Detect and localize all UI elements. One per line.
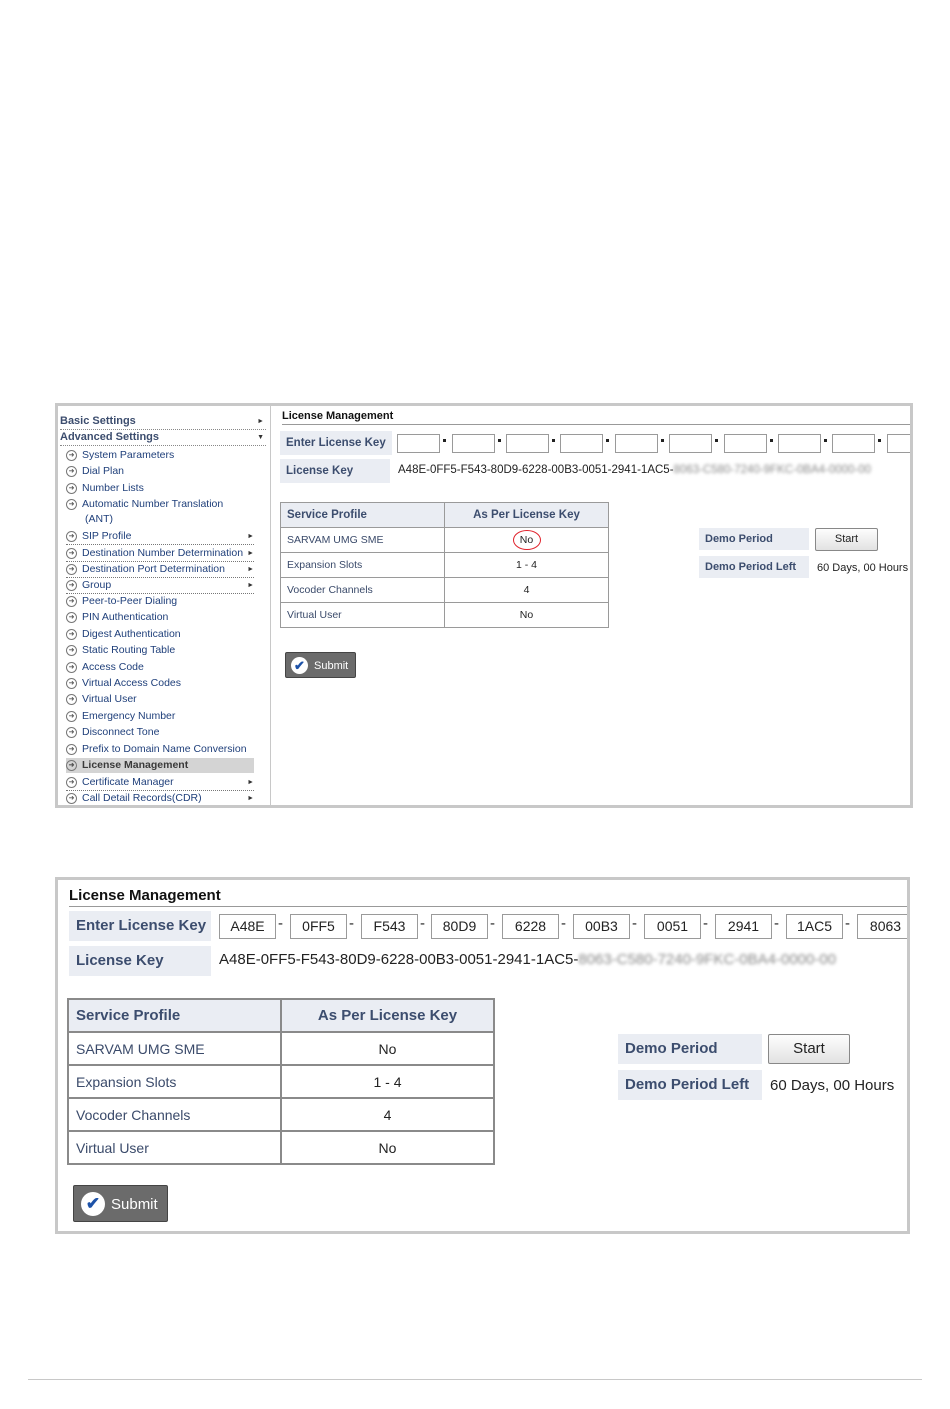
sidebar-item-peer-to-peer-dialing[interactable] <box>66 594 254 609</box>
sidebar-item-label: Certificate Manager <box>82 776 174 788</box>
table-cell: 4 <box>445 578 609 603</box>
sidebar-item-label: Disconnect Tone <box>82 726 160 738</box>
demo-period-label: Demo Period <box>699 528 809 550</box>
table-cell: Virtual User <box>68 1131 281 1164</box>
arrow-circle-icon: ➜ <box>66 564 77 575</box>
sidebar-item-label: Call Detail Records(CDR) <box>82 792 202 804</box>
chevron-right-icon: ► <box>247 779 254 786</box>
sidebar-item-label: Virtual User <box>82 693 137 705</box>
license-key-segment-4[interactable]: 80D9 <box>431 914 488 939</box>
arrow-circle-icon: ➜ <box>66 548 77 559</box>
separator <box>661 439 664 442</box>
screenshot-zoomed-view <box>55 877 910 1234</box>
sidebar-item-prefix-to-domain-name-conversion[interactable] <box>66 742 254 757</box>
arrow-circle-icon: ➜ <box>66 760 77 771</box>
submit-button[interactable] <box>73 1185 168 1222</box>
license-key-blurred-part: 8063-C580-7240-9FKC-0BA4-0000-00 <box>578 951 837 968</box>
license-key-value <box>219 951 836 968</box>
license-key-segment-3[interactable] <box>506 434 549 453</box>
separator <box>606 439 609 442</box>
demo-period-left-value: 60 Days, 00 Hours <box>817 562 909 574</box>
license-key-segment-4[interactable] <box>560 434 603 453</box>
arrow-circle-icon: ➜ <box>66 531 77 542</box>
license-key-segment-5[interactable]: 6228 <box>502 914 559 939</box>
table-row <box>68 1065 494 1098</box>
arrow-circle-icon: ➜ <box>66 694 77 705</box>
enter-license-key-label: Enter License Key <box>280 431 392 455</box>
arrow-circle-icon: ➜ <box>66 580 77 591</box>
separator <box>443 439 446 442</box>
separator: - <box>703 915 708 932</box>
separator: - <box>632 915 637 932</box>
arrow-circle-icon: ➜ <box>66 662 77 673</box>
basic-settings-label: Basic Settings <box>60 415 136 427</box>
sidebar-item-label: License Management <box>82 759 189 771</box>
sidebar-item-label: Destination Port Determination <box>82 563 225 575</box>
enter-license-key-label: Enter License Key <box>69 911 211 941</box>
sidebar-item-dial-plan[interactable] <box>66 464 254 479</box>
license-key-segment-10[interactable] <box>887 434 913 453</box>
sidebar-basic-settings[interactable] <box>60 414 266 430</box>
separator: - <box>278 915 283 932</box>
license-key-segment-2[interactable]: 0FF5 <box>290 914 347 939</box>
arrow-circle-icon: ➜ <box>66 466 77 477</box>
sidebar-item-label: Destination Number Determination <box>82 547 244 559</box>
sidebar-item-certificate-manager[interactable] <box>66 775 254 791</box>
arrow-circle-icon: ➜ <box>66 678 77 689</box>
chevron-right-icon: ► <box>247 582 254 589</box>
table-row <box>68 1032 494 1065</box>
sidebar-item-destination-port-determination[interactable] <box>66 562 254 578</box>
license-key-segment-6[interactable] <box>669 434 712 453</box>
demo-period-left-value: 60 Days, 00 Hours <box>770 1077 895 1094</box>
table-cell: 4 <box>281 1098 494 1131</box>
table-row <box>68 1098 494 1131</box>
sidebar-item-system-parameters[interactable] <box>66 448 254 463</box>
license-key-segment-2[interactable] <box>452 434 495 453</box>
checkmark-icon: ✔ <box>291 657 308 674</box>
page-title: License Management <box>282 410 913 425</box>
sidebar-item-label: Peer-to-Peer Dialing <box>82 595 178 607</box>
license-key-value <box>398 464 871 476</box>
page-title: License Management <box>69 887 910 907</box>
separator <box>770 439 773 442</box>
sidebar-item-label: System Parameters <box>82 449 175 461</box>
start-button[interactable]: Start <box>768 1034 850 1064</box>
arrow-circle-icon: ➜ <box>66 744 77 755</box>
table-header-cell: As Per License Key <box>445 503 609 528</box>
footer-divider <box>28 1379 922 1380</box>
license-key-segment-3[interactable]: F543 <box>361 914 418 939</box>
table-cell: No <box>445 603 609 628</box>
sidebar-item-disconnect-tone[interactable] <box>66 725 254 740</box>
sidebar-item-virtual-access-codes[interactable] <box>66 676 254 691</box>
sidebar-item-label: Prefix to Domain Name Conversion <box>82 743 247 755</box>
table-header-cell: Service Profile <box>68 999 281 1032</box>
submit-label: Submit <box>314 660 349 672</box>
table-cell <box>445 528 609 553</box>
sidebar-item-ant-continuation: (ANT) <box>85 513 113 525</box>
arrow-circle-icon: ➜ <box>66 793 77 804</box>
arrow-circle-icon: ➜ <box>66 629 77 640</box>
sidebar-item-virtual-user[interactable] <box>66 692 254 707</box>
table-header-cell: As Per License Key <box>281 999 494 1032</box>
sidebar-item-cdr[interactable] <box>66 791 254 807</box>
arrow-circle-icon: ➜ <box>66 777 77 788</box>
separator: - <box>561 915 566 932</box>
table-cell: Expansion Slots <box>281 553 445 578</box>
license-key-blurred-part: 8063-C580-7240-9FKC-0BA4-0000-00 <box>673 464 872 476</box>
sidebar-item-group[interactable] <box>66 578 254 594</box>
table-cell: 1 - 4 <box>445 553 609 578</box>
table-cell: No <box>281 1131 494 1164</box>
chevron-right-icon: ► <box>247 795 254 802</box>
chevron-right-icon: ► <box>247 550 254 557</box>
arrow-circle-icon: ➜ <box>66 483 77 494</box>
service-profile-table <box>280 502 609 628</box>
sidebar-item-digest-authentication[interactable] <box>66 627 254 642</box>
table-cell: Vocoder Channels <box>281 578 445 603</box>
table-cell: No <box>281 1032 494 1065</box>
table-row <box>281 603 609 628</box>
submit-button[interactable] <box>285 652 356 678</box>
table-cell: Vocoder Channels <box>68 1098 281 1131</box>
sidebar-item-label: Group <box>82 579 112 591</box>
separator <box>878 439 881 442</box>
chevron-right-icon: ► <box>247 566 254 573</box>
sidebar <box>58 406 271 806</box>
license-key-visible-part: A48E-0FF5-F543-80D9-6228-00B3-0051-2941-1AC5- <box>398 464 674 476</box>
table-header-row <box>281 503 609 528</box>
sidebar-item-static-routing-table[interactable] <box>66 643 254 658</box>
license-key-segment-1[interactable]: A48E <box>219 914 276 939</box>
start-button[interactable]: Start <box>815 528 878 551</box>
sidebar-item-access-code[interactable] <box>66 660 254 675</box>
sidebar-item-label: Number Lists <box>82 482 144 494</box>
license-key-segment-8[interactable]: 2941 <box>715 914 772 939</box>
sidebar-item-label: Automatic Number Translation <box>82 498 224 510</box>
separator: - <box>420 915 425 932</box>
table-cell: Virtual User <box>281 603 445 628</box>
sidebar-item-destination-number-determination[interactable] <box>66 546 254 562</box>
separator: - <box>490 915 495 932</box>
sidebar-item-label: Virtual Access Codes <box>82 677 182 689</box>
sidebar-item-pin-authentication[interactable] <box>66 610 254 625</box>
table-cell: Expansion Slots <box>68 1065 281 1098</box>
table-header-row <box>68 999 494 1032</box>
table-row <box>281 528 609 553</box>
separator <box>498 439 501 442</box>
separator <box>824 439 827 442</box>
sidebar-item-sip-profile[interactable] <box>66 529 254 545</box>
highlight-circle: No <box>513 530 541 550</box>
demo-period-left-label: Demo Period Left <box>699 556 809 578</box>
sidebar-item-label: Static Routing Table <box>82 644 176 656</box>
sidebar-item-label: Access Code <box>82 661 144 673</box>
submit-label: Submit <box>111 1196 158 1213</box>
sidebar-item-label: SIP Profile <box>82 530 132 542</box>
sidebar-item-number-lists[interactable] <box>66 481 254 496</box>
service-profile-table <box>67 998 495 1165</box>
separator: - <box>774 915 779 932</box>
arrow-circle-icon: ➜ <box>66 727 77 738</box>
license-key-segment-8[interactable] <box>778 434 821 453</box>
screenshot-full-view <box>55 403 913 808</box>
sidebar-item-emergency-number[interactable] <box>66 709 254 724</box>
license-key-label: License Key <box>280 459 390 483</box>
license-key-segment-9[interactable]: 1AC5 <box>786 914 843 939</box>
license-key-visible-part: A48E-0FF5-F543-80D9-6228-00B3-0051-2941-1AC5- <box>219 951 579 968</box>
license-key-segment-9[interactable] <box>832 434 875 453</box>
arrow-circle-icon: ➜ <box>66 645 77 656</box>
sidebar-item-license-management[interactable] <box>66 758 254 773</box>
license-key-segment-7[interactable]: 0051 <box>644 914 701 939</box>
license-key-segment-7[interactable] <box>724 434 767 453</box>
sidebar-item-label: Emergency Number <box>82 710 176 722</box>
arrow-circle-icon: ➜ <box>66 499 77 510</box>
table-cell: 1 - 4 <box>281 1065 494 1098</box>
license-key-segment-10[interactable]: 8063 <box>857 914 910 939</box>
table-header-cell: Service Profile <box>281 503 445 528</box>
checkmark-icon: ✔ <box>81 1192 105 1216</box>
license-key-segment-1[interactable] <box>397 434 440 453</box>
separator: - <box>845 915 850 932</box>
table-row <box>281 553 609 578</box>
arrow-circle-icon: ➜ <box>66 450 77 461</box>
arrow-circle-icon: ➜ <box>66 711 77 722</box>
arrow-circle-icon: ➜ <box>66 612 77 623</box>
sidebar-item-label: PIN Authentication <box>82 611 169 623</box>
arrow-circle-icon: ➜ <box>66 596 77 607</box>
license-key-segment-5[interactable] <box>615 434 658 453</box>
table-row <box>68 1131 494 1164</box>
sidebar-item-ant[interactable] <box>66 497 254 512</box>
chevron-down-icon: ▼ <box>257 434 264 441</box>
sidebar-item-label: Dial Plan <box>82 465 125 477</box>
demo-period-label: Demo Period <box>618 1034 762 1064</box>
chevron-right-icon: ► <box>247 533 254 540</box>
sidebar-item-label: Digest Authentication <box>82 628 181 640</box>
license-key-label: License Key <box>69 946 211 976</box>
sidebar-advanced-settings[interactable] <box>60 430 266 446</box>
table-row <box>281 578 609 603</box>
license-key-segment-6[interactable]: 00B3 <box>573 914 630 939</box>
demo-period-left-label: Demo Period Left <box>618 1070 762 1100</box>
license-management-panel <box>280 406 913 806</box>
separator <box>715 439 718 442</box>
table-cell: SARVAM UMG SME <box>68 1032 281 1065</box>
table-cell: SARVAM UMG SME <box>281 528 445 553</box>
separator <box>552 439 555 442</box>
separator: - <box>349 915 354 932</box>
chevron-right-icon: ► <box>257 418 264 425</box>
advanced-settings-label: Advanced Settings <box>60 431 160 443</box>
